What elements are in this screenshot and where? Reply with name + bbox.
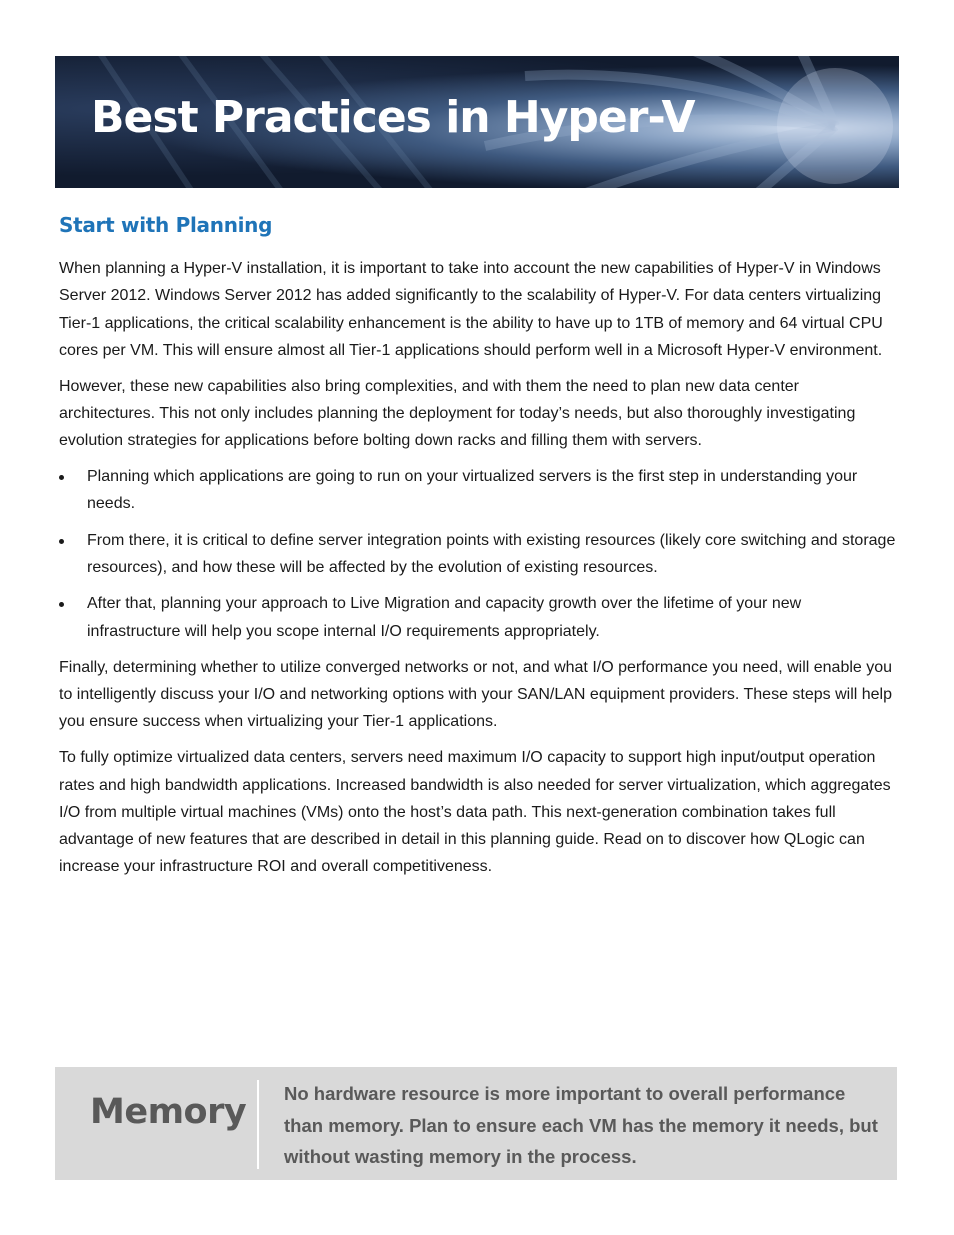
list-item bbox=[59, 527, 897, 582]
bullet-icon bbox=[59, 602, 64, 607]
list-item bbox=[59, 463, 897, 518]
list-item bbox=[59, 590, 897, 645]
bullet-list bbox=[59, 463, 897, 645]
paragraph-optimize: To fully optimize virtualized data centers, servers need maximum I/O capacity to support high input/output operation rates and high bandwidth applications. Increased bandwidth is also needed for server virtualization, which aggregates I/O from multiple virtual machines (VMs) onto the host’s data path. This next-generation combination takes full advantage of new features that are described in detail in this planning guide. Read on to discover how QLogic can increase your infrastructure ROI and overall competitiveness. bbox=[59, 749, 891, 876]
callout-text: No hardware resource is more important to overall performance than memory. Plan to ensure each VM has the memory it needs, but without wasting memory in the process. bbox=[284, 1083, 878, 1167]
paragraph-intro: When planning a Hyper-V installation, it is important to take into account the new capabilities of Hyper-V in Windows Server 2012. Windows Server 2012 has added significantly to the scalability of Hyper-V. For data centers virtualizing Tier-1 applications, the critical scalability enhancement is the ability to have up to 1TB of memory and 64 virtual CPU cores per VM. This will ensure almost all Tier-1 applications should perform well in a Microsoft Hyper-V environment. bbox=[59, 260, 883, 359]
list-item-text: From there, it is critical to define server integration points with existing resources (likely core switching and storage resources), and how these will be affected by the evolution of existing resources. bbox=[87, 531, 896, 576]
list-item-text: After that, planning your approach to Live Migration and capacity growth over the lifetime of your new infrastructure will help you scope internal I/O requirements appropriately. bbox=[87, 595, 802, 640]
page-title: Best Practices in Hyper-V bbox=[91, 92, 695, 143]
memory-callout-box bbox=[55, 1067, 897, 1180]
header-banner bbox=[55, 56, 899, 188]
paragraph-complexities: However, these new capabilities also bring complexities, and with them the need to plan new data center architectures. This not only includes planning the deployment for today’s needs, but also thoroughly investigating evolution strategies for applications before bolting down racks and filling them with servers. bbox=[59, 377, 856, 450]
list-item-text: Planning which applications are going to run on your virtualized servers is the first step in understanding your needs. bbox=[87, 468, 858, 513]
paragraph-finally: Finally, determining whether to utilize converged networks or not, and what I/O performance you need, will enable you to intelligently discuss your I/O and networking options with your SAN/LAN equipment providers. These steps will help you ensure success when virtualizing your Tier-1 applications. bbox=[59, 658, 893, 731]
section-heading: Start with Planning bbox=[59, 213, 273, 237]
callout-title: Memory bbox=[90, 1092, 247, 1132]
bullet-icon bbox=[59, 539, 64, 544]
body-content bbox=[59, 255, 897, 889]
callout-divider bbox=[257, 1080, 259, 1169]
bullet-icon bbox=[59, 475, 64, 480]
